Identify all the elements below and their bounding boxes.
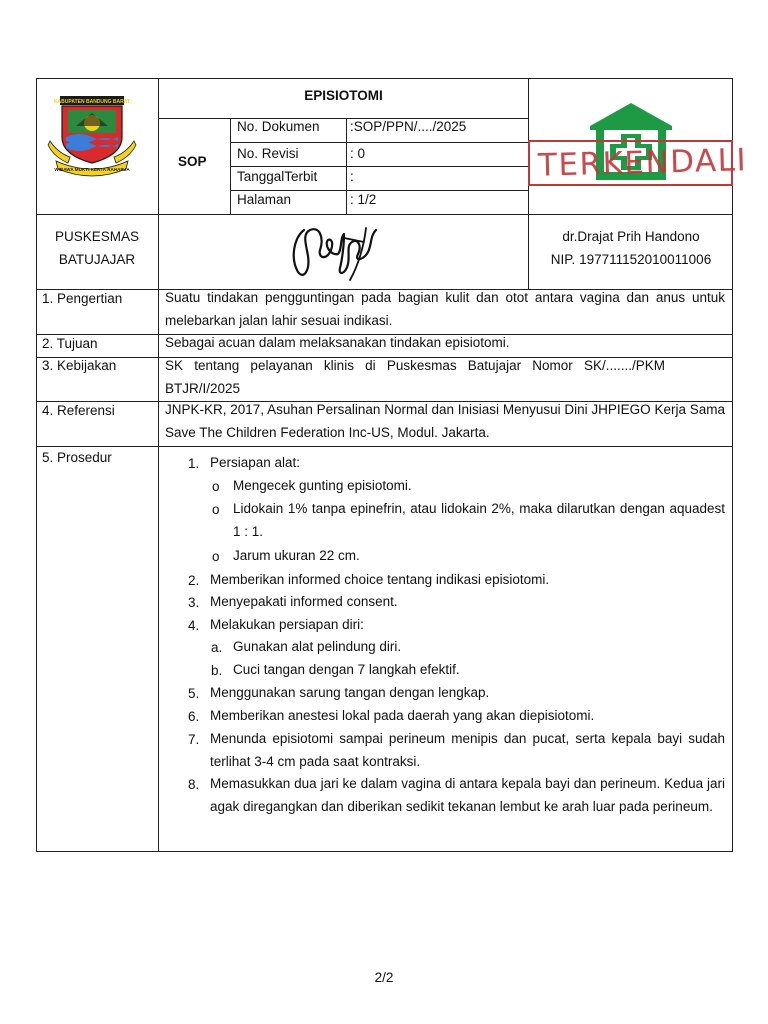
section-label-referensi: 4. Referensi [42,403,115,418]
step-number: 4. [188,618,200,633]
step-number: 5. [188,686,200,701]
step-number: 6. [188,709,200,724]
signature-icon [280,216,396,286]
signature [280,216,396,286]
step-text: Melakukan persiapan diri: [210,617,364,632]
step-letter: a. [211,640,223,655]
sub-bullet: o [212,479,220,494]
sub-bullet: o [212,549,220,564]
signer-nip: NIP. 197711152010011006 [550,252,712,267]
step-text: Persiapan alat: [210,455,301,470]
controlled-stamp [528,140,748,186]
section-text-tujuan: Sebagai acuan dalam melaksanakan tindakan episiotomi. [165,335,510,350]
step-text: Menyepakati informed consent. [210,594,398,609]
district-logo [46,93,138,179]
step-number: 7. [188,732,200,747]
section-label-prosedur: 5. Prosedur [42,450,112,465]
step-letter: b. [211,663,223,678]
step-text: Memberikan anestesi lokal pada daerah yang akan diepisiotomi. [210,708,595,723]
signer-name: dr.Drajat Prih Handono [562,229,700,244]
page-number: 2/2 [374,970,394,985]
section-text-pengertian: Suatu tindakan pengguntingan pada bagian kulit dan otot antara vagina dan anus untuk melebarkan jalan lahir sesuai indikasi. [165,290,725,328]
step-text: Memberikan informed choice tentang indikasi episiotomi. [210,572,550,587]
meta-value-halaman: : 1/2 [350,192,377,207]
stamp-text: TERKENDALI [537,142,748,184]
section-label-tujuan: 2. Tujuan [42,336,98,351]
section-label-pengertian: 1. Pengertian [42,291,123,306]
section-text-kebijakan: SK tentang pelayanan klinis di Puskesmas Batujajar Nomor SK/......./PKM BTJR/I/2025 [165,358,665,396]
step-number: 3. [188,595,200,610]
step-text: Menggunakan sarung tangan dengan lengkap. [210,685,490,700]
step-number: 8. [188,777,200,792]
meta-label-halaman: Halaman [237,192,292,207]
meta-value-no-revisi: : 0 [350,146,366,161]
sop-label: SOP [178,154,207,169]
step-text: Cuci tangan dengan 7 langkah efektif. [233,662,460,677]
step-text: Menunda episiotomi sampai perineum menipis dan pucat, serta kepala bayi sudah terlihat 3-4 cm pada saat kontraksi. [210,731,725,769]
step-text: Gunakan alat pelindung diri. [233,639,402,654]
sub-bullet: o [212,502,220,517]
step-number: 2. [188,573,200,588]
crest-icon [46,93,138,179]
step-text: Mengecek gunting episiotomi. [233,478,412,493]
step-text: Jarum ukuran 22 cm. [233,548,360,563]
section-label-kebijakan: 3. Kebijakan [42,358,117,373]
section-text-referensi: JNPK-KR, 2017, Asuhan Persalinan Normal dan Inisiasi Menyusui Dini JHPIEGO Kerja Sama Save The Children Federation Inc-US, Modul. Jakarta. [165,402,725,440]
document-title: EPISIOTOMI [304,88,383,103]
svg-text:WIBAWA MUKTI KERTA RAHARJA: WIBAWA MUKTI KERTA RAHARJA [54,167,130,172]
step-number: 1. [188,456,200,471]
facility-name-line1: PUSKESMAS [54,229,140,244]
meta-label-no-dokumen: No. Dokumen [237,119,320,134]
step-text: Memasukkan dua jari ke dalam vagina di antara kepala bayi dan perineum. Kedua jari agak diregangkan dan diberikan sedikit tekanan lembut ke arah luar pada perineum. [210,776,725,814]
step-text: Lidokain 1% tanpa epinefrin, atau lidokain 2%, maka dilarutkan dengan aquadest 1 : 1. [233,501,725,539]
meta-value-tanggal-terbit: : [350,169,354,184]
facility-name-line2: BATUJAJAR [58,252,136,267]
meta-label-tanggal-terbit: TanggalTerbit [237,169,318,184]
svg-text:KABUPATEN BANDUNG BARAT: KABUPATEN BANDUNG BARAT [53,99,131,105]
meta-label-no-revisi: No. Revisi [237,146,299,161]
meta-value-no-dokumen: :SOP/PPN/..../2025 [350,119,467,134]
